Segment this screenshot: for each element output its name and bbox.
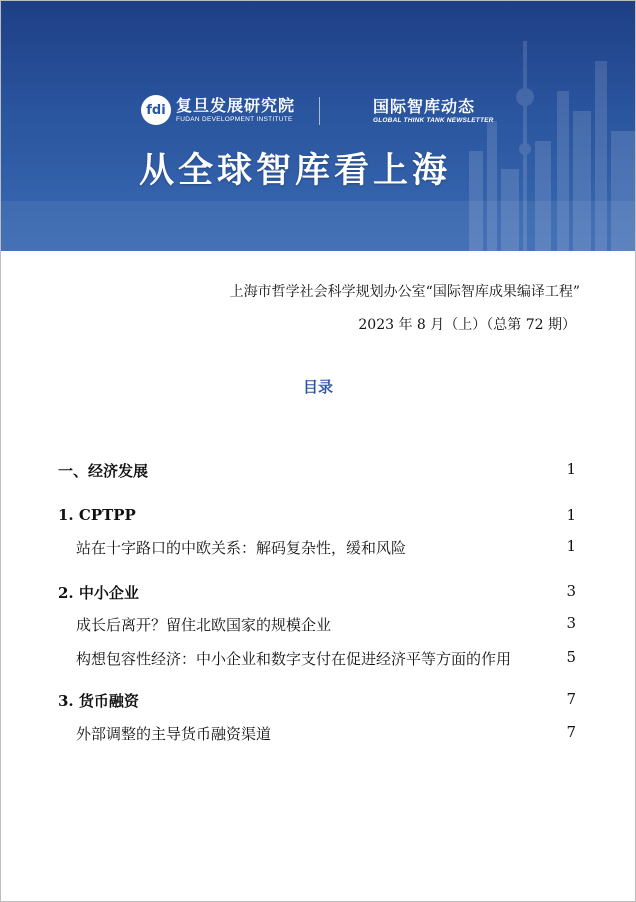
- toc-page-number: 3: [566, 582, 576, 600]
- toc-page-number: 7: [566, 690, 576, 708]
- toc-article-label: 成长后离开？留住北欧国家的规模企业: [76, 616, 332, 634]
- toc-section-label: 1. CPTPP: [58, 506, 136, 524]
- toc-section-label: 一、经济发展: [58, 462, 149, 480]
- cover-banner: [1, 1, 635, 251]
- toc-article-label: 站在十字路口的中欧关系：解码复杂性，缓和风险: [76, 539, 407, 557]
- toc-page-number: 5: [566, 648, 576, 666]
- toc-page-number: 1: [566, 460, 576, 478]
- toc-article-label: 构想包容性经济：中小企业和数字支付在促进经济平等方面的作用: [76, 650, 512, 668]
- toc-entry[interactable]: [0, 723, 636, 745]
- logo-divider: [319, 97, 320, 125]
- fudan-emblem-icon: fdi: [141, 95, 171, 125]
- toc-page-number: 1: [566, 537, 576, 555]
- newsletter-name-cn: 国际智库动态: [373, 97, 476, 116]
- toc-page-number: 3: [566, 614, 576, 632]
- toc-entry[interactable]: [0, 614, 636, 636]
- newsletter-logo: [373, 97, 494, 125]
- toc-entry[interactable]: [0, 460, 636, 482]
- toc-entry[interactable]: [0, 582, 636, 604]
- toc-title: 目录: [302, 378, 333, 396]
- fudan-institute-logo: [141, 95, 295, 125]
- toc-section-label: 3. 货币融资: [58, 692, 139, 710]
- issue-line: 2023 年 8 月（上）（总第 72 期）: [358, 317, 576, 333]
- newsletter-name-en: GLOBAL THINK TANK NEWSLETTER: [373, 117, 494, 124]
- banner-title: 从全球智库看上海: [139, 151, 452, 191]
- office-line: 上海市哲学社会科学规划办公室“国际智库成果编译工程”: [229, 284, 580, 300]
- toc-section-label: 2. 中小企业: [58, 584, 139, 602]
- toc-page-number: 7: [566, 723, 576, 741]
- toc-entry[interactable]: [0, 690, 636, 712]
- toc-article-label: 外部调整的主导货币融资渠道: [76, 725, 272, 743]
- toc-entry[interactable]: [0, 537, 636, 559]
- toc-entry[interactable]: [0, 506, 636, 528]
- institute-name-en: FUDAN DEVELOPMENT INSTITUTE: [176, 116, 293, 123]
- institute-name-cn: 复旦发展研究院: [176, 96, 296, 115]
- skyline-illustration: [1, 1, 635, 251]
- toc-entry[interactable]: [0, 648, 636, 670]
- toc-page-number: 1: [566, 506, 576, 524]
